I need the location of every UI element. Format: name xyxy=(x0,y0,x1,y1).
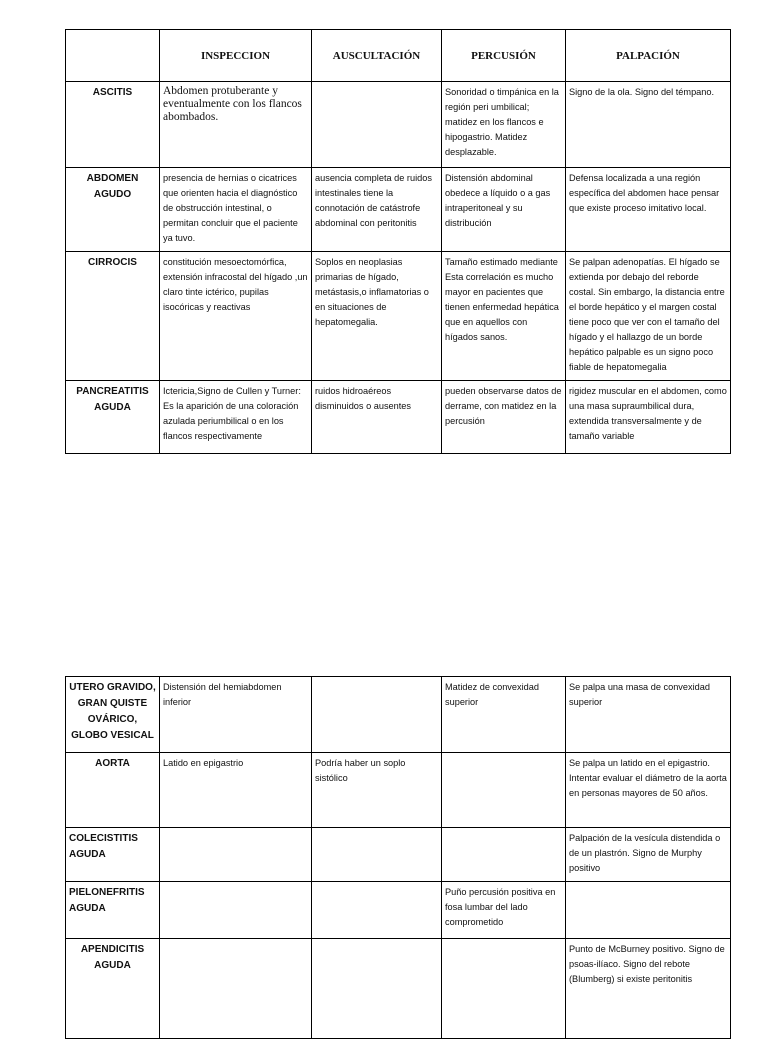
table-row xyxy=(66,828,731,882)
table-row xyxy=(66,82,731,168)
row-label: AORTA xyxy=(66,753,160,828)
cell-percusion: Matidez de convexidad superior xyxy=(442,677,566,753)
cell-auscultacion xyxy=(312,882,442,939)
cell-palpacion: rigidez muscular en el abdomen, como una masa supraumbilical dura, extendida transversalmente y de tamaño variable xyxy=(566,381,731,454)
cell-auscultacion xyxy=(312,82,442,168)
header-palpacion: PALPACIÓN xyxy=(566,30,731,82)
header-percusion: PERCUSIÓN xyxy=(442,30,566,82)
header-row xyxy=(66,30,731,82)
cell-percusion: Tamaño estimado mediante Esta correlación es mucho mayor en pacientes que tienen enfermedad hepática que en aquellos con hígados sanos. xyxy=(442,252,566,381)
cell-inspeccion xyxy=(160,828,312,882)
header-inspeccion: INSPECCION xyxy=(160,30,312,82)
header-empty xyxy=(66,30,160,82)
table-row xyxy=(66,677,731,753)
cell-auscultacion: ausencia completa de ruidos intestinales tiene la connotación de catástrofe abdominal con peritonitis xyxy=(312,168,442,252)
cell-inspeccion: Abdomen protuberante y eventualmente con los flancos abombados. xyxy=(160,82,312,168)
exam-table-1 xyxy=(65,29,731,454)
row-label: APENDICITIS AGUDA xyxy=(66,939,160,1039)
cell-inspeccion: Ictericia,Signo de Cullen y Turner: Es la aparición de una coloración azulada periumbilical o en los flancos respectivamente xyxy=(160,381,312,454)
cell-percusion: Sonoridad o timpánica en la región peri umbilical; matidez en los flancos e hipogastrio. Matidez desplazable. xyxy=(442,82,566,168)
cell-inspeccion: Latido en epigastrio xyxy=(160,753,312,828)
cell-auscultacion: Podría haber un soplo sistólico xyxy=(312,753,442,828)
cell-auscultacion xyxy=(312,828,442,882)
table-row xyxy=(66,381,731,454)
row-label: CIRROCIS xyxy=(66,252,160,381)
row-label: UTERO GRAVIDO, GRAN QUISTE OVÁRICO, GLOBO VESICAL xyxy=(66,677,160,753)
cell-palpacion: Se palpan adenopatías. El hígado se extienda por debajo del reborde costal. Sin embargo, la distancia entre el borde hepático y el margen costal tiene poco que ver con el tamaño del hígado y el hallazgo de un borde hepático palpable es un signo poco fiable de hepatomegalia xyxy=(566,252,731,381)
cell-percusion xyxy=(442,753,566,828)
row-label: ABDOMEN AGUDO xyxy=(66,168,160,252)
cell-auscultacion: ruidos hidroaéreos disminuidos o ausentes xyxy=(312,381,442,454)
cell-inspeccion: constitución mesoectomórfica, extensión infracostal del hígado ,un claro tinte ictérico, pupilas isocóricas y reactivas xyxy=(160,252,312,381)
row-label: COLECISTITIS AGUDA xyxy=(66,828,160,882)
cell-percusion xyxy=(442,828,566,882)
cell-palpacion: Defensa localizada a una región específica del abdomen hace pensar que existe proceso imitativo local. xyxy=(566,168,731,252)
table-row xyxy=(66,882,731,939)
cell-palpacion: Palpación de la vesícula distendida o de un plastrón. Signo de Murphy positivo xyxy=(566,828,731,882)
cell-palpacion: Punto de McBurney positivo. Signo de psoas-ilíaco. Signo del rebote (Blumberg) si existe peritonitis xyxy=(566,939,731,1039)
cell-palpacion: Signo de la ola. Signo del témpano. xyxy=(566,82,731,168)
row-label: PIELONEFRITIS AGUDA xyxy=(66,882,160,939)
cell-auscultacion xyxy=(312,677,442,753)
cell-percusion: Puño percusión positiva en fosa lumbar del lado comprometido xyxy=(442,882,566,939)
cell-inspeccion: Distensión del hemiabdomen inferior xyxy=(160,677,312,753)
cell-percusion: Distensión abdominal obedece a líquido o a gas intraperitoneal y su distribución xyxy=(442,168,566,252)
cell-inspeccion: presencia de hernias o cicatrices que orienten hacia el diagnóstico de obstrucción intestinal, o permitan concluir que el paciente ya tuvo. xyxy=(160,168,312,252)
row-label: ASCITIS xyxy=(66,82,160,168)
row-label: PANCREATITIS AGUDA xyxy=(66,381,160,454)
cell-palpacion: Se palpa un latido en el epigastrio. Intentar evaluar el diámetro de la aorta en personas mayores de 50 años. xyxy=(566,753,731,828)
cell-inspeccion xyxy=(160,882,312,939)
exam-table-2 xyxy=(65,676,731,1039)
cell-palpacion: Se palpa una masa de convexidad superior xyxy=(566,677,731,753)
cell-percusion: pueden observarse datos de derrame, con matidez en la percusión xyxy=(442,381,566,454)
table-row xyxy=(66,252,731,381)
cell-palpacion xyxy=(566,882,731,939)
cell-auscultacion: Soplos en neoplasias primarias de hígado, metástasis,o inflamatorias o en situaciones de hepatomegalia. xyxy=(312,252,442,381)
table-row xyxy=(66,168,731,252)
table-row xyxy=(66,753,731,828)
header-auscultacion: AUSCULTACIÓN xyxy=(312,30,442,82)
